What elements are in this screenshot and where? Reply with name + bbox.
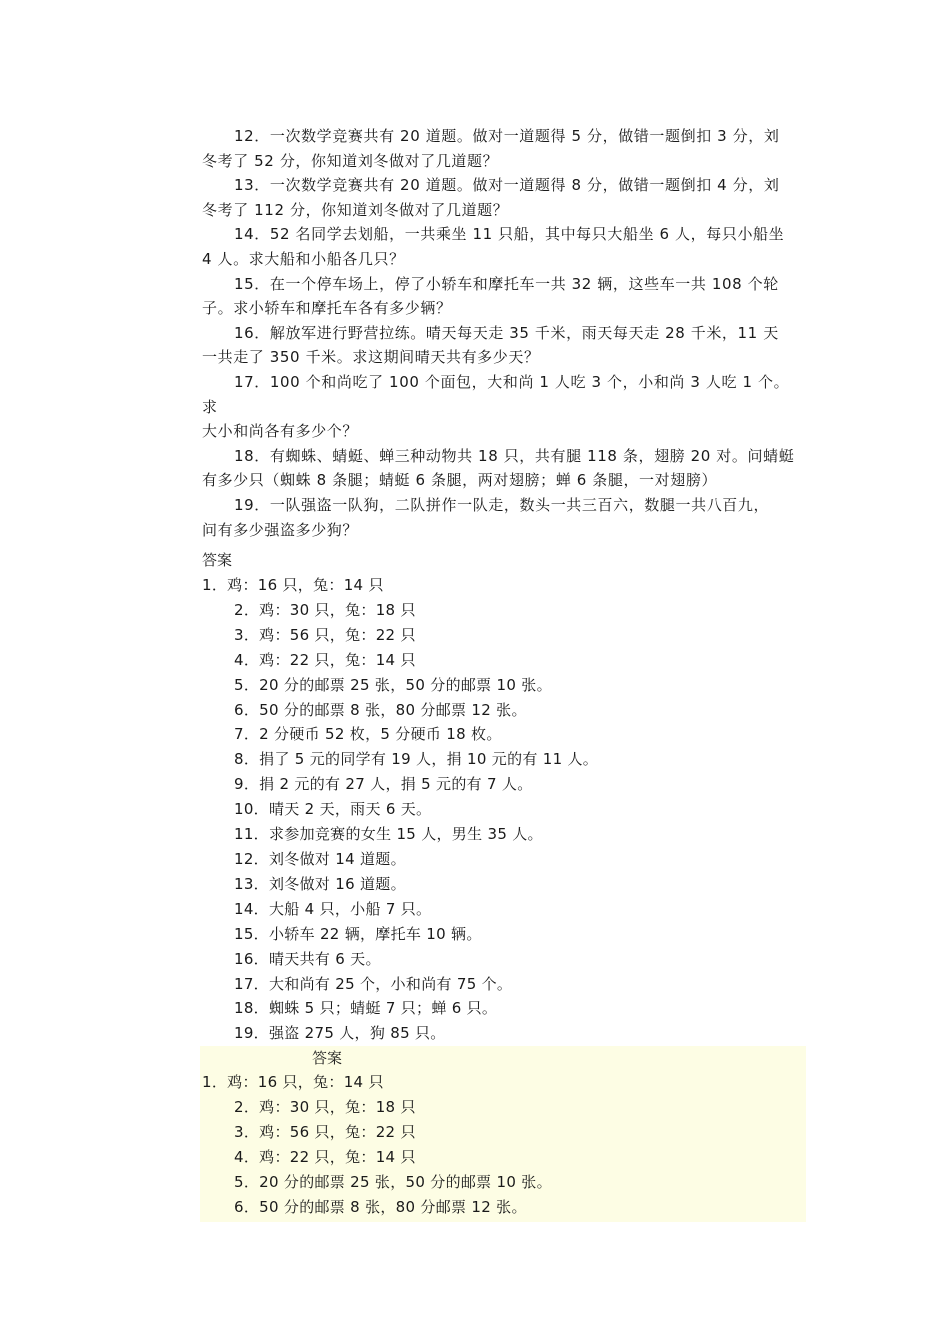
answers-heading: 答案 (202, 551, 233, 569)
problem-line: 大小和尚各有多少个？ (202, 422, 359, 441)
problem-line: 18．有蜘蛛、蜻蜓、蝉三种动物共 18 只，共有腿 118 条，翅膀 20 对。问蜻蜓 (234, 446, 795, 465)
problem-line: 14．52 名同学去划船，一共乘坐 11 只船，其中每只大船坐 6 人，每只小船坐 (234, 225, 785, 244)
answer-item: 2．鸡：30 只，兔：18 只 (234, 600, 416, 619)
problem-12 (202, 124, 802, 173)
highlighted-answer-item: 4．鸡：22 只，兔：14 只 (234, 1148, 416, 1166)
problem-15 (202, 272, 802, 321)
answer-item: 5．20 分的邮票 25 张，50 分的邮票 10 张。 (234, 675, 552, 694)
problem-list (202, 124, 802, 542)
answer-item: 6．50 分的邮票 8 张，80 分邮票 12 张。 (234, 700, 527, 719)
answer-item: 12．刘冬做对 14 道题。 (234, 849, 406, 868)
highlighted-answers-heading: 答案 (312, 1049, 343, 1067)
answer-item: 17．大和尚有 25 个，小和尚有 75 个。 (234, 974, 513, 993)
problem-line: 有多少只（蜘蛛 8 条腿；蜻蜓 6 条腿，两对翅膀；蝉 6 条腿，一对翅膀） (202, 471, 718, 490)
problem-19 (202, 493, 802, 542)
highlighted-answer-item: 5．20 分的邮票 25 张，50 分的邮票 10 张。 (234, 1173, 552, 1191)
problem-line: 17．100 个和尚吃了 100 个面包，大和尚 1 人吃 3 个，小和尚 3 人吃 1 个。求 (202, 372, 790, 416)
answer-item: 19．强盗 275 人，狗 85 只。 (234, 1024, 446, 1043)
problem-line: 一共走了 350 千米。求这期间晴天共有多少天？ (202, 348, 540, 367)
highlighted-answer-block (200, 1046, 806, 1222)
answer-item: 18．蜘蛛 5 只；蜻蜓 7 只；蝉 6 只。 (234, 999, 498, 1018)
answer-item: 7．2 分硬币 52 枚，5 分硬币 18 枚。 (234, 725, 502, 744)
problem-line: 15．在一个停车场上，停了小轿车和摩托车一共 32 辆，这些车一共 108 个轮 (234, 274, 779, 293)
answer-item: 4．鸡：22 只，兔：14 只 (234, 650, 416, 669)
answer-item: 16．晴天共有 6 天。 (234, 949, 381, 968)
problem-13 (202, 173, 802, 222)
answer-item: 11．求参加竞赛的女生 15 人，男生 35 人。 (234, 825, 543, 844)
answer-item: 3．鸡：56 只，兔：22 只 (234, 625, 416, 644)
problem-line: 冬考了 52 分，你知道刘冬做对了几道题？ (202, 151, 499, 170)
problem-16 (202, 321, 802, 370)
problem-18 (202, 444, 802, 493)
answer-item: 1．鸡：16 只，兔：14 只 (202, 576, 384, 594)
highlighted-answer-item: 6．50 分的邮票 8 张，80 分邮票 12 张。 (234, 1198, 527, 1216)
problem-14 (202, 222, 802, 271)
answer-list (202, 573, 802, 1046)
answer-item: 13．刘冬做对 16 道题。 (234, 874, 406, 893)
problem-line: 16．解放军进行野营拉练。晴天每天走 35 千米，雨天每天走 28 千米，11 天 (234, 323, 779, 342)
problem-line: 4 人。求大船和小船各几只？ (202, 249, 405, 268)
problem-line: 12．一次数学竞赛共有 20 道题。做对一道题得 5 分，做错一题倒扣 3 分，刘 (234, 127, 780, 145)
problem-17 (202, 370, 802, 444)
problem-line: 子。求小轿车和摩托车各有多少辆？ (202, 299, 452, 318)
highlighted-answer-list (202, 1070, 552, 1220)
problem-line: 19．一队强盗一队狗，二队拼作一队走，数头一共三百六，数腿一共八百九， (234, 495, 770, 514)
answer-item: 9．捐 2 元的有 27 人，捐 5 元的有 7 人。 (234, 775, 533, 794)
highlighted-answer-item: 2．鸡：30 只，兔：18 只 (234, 1098, 416, 1116)
problem-line: 问有多少强盗多少狗？ (202, 520, 359, 539)
highlighted-answer-item: 3．鸡：56 只，兔：22 只 (234, 1123, 416, 1141)
problem-line: 冬考了 112 分，你知道刘冬做对了几道题？ (202, 200, 509, 219)
highlighted-answer-item: 1．鸡：16 只，兔：14 只 (202, 1073, 384, 1091)
answer-item: 10．晴天 2 天，雨天 6 天。 (234, 800, 432, 819)
answer-item: 14．大船 4 只，小船 7 只。 (234, 899, 432, 918)
answer-item: 8．捐了 5 元的同学有 19 人，捐 10 元的有 11 人。 (234, 750, 599, 769)
answer-item: 15．小轿车 22 辆，摩托车 10 辆。 (234, 924, 482, 943)
problem-line: 13．一次数学竞赛共有 20 道题。做对一道题得 8 分，做错一题倒扣 4 分，刘 (234, 176, 780, 195)
